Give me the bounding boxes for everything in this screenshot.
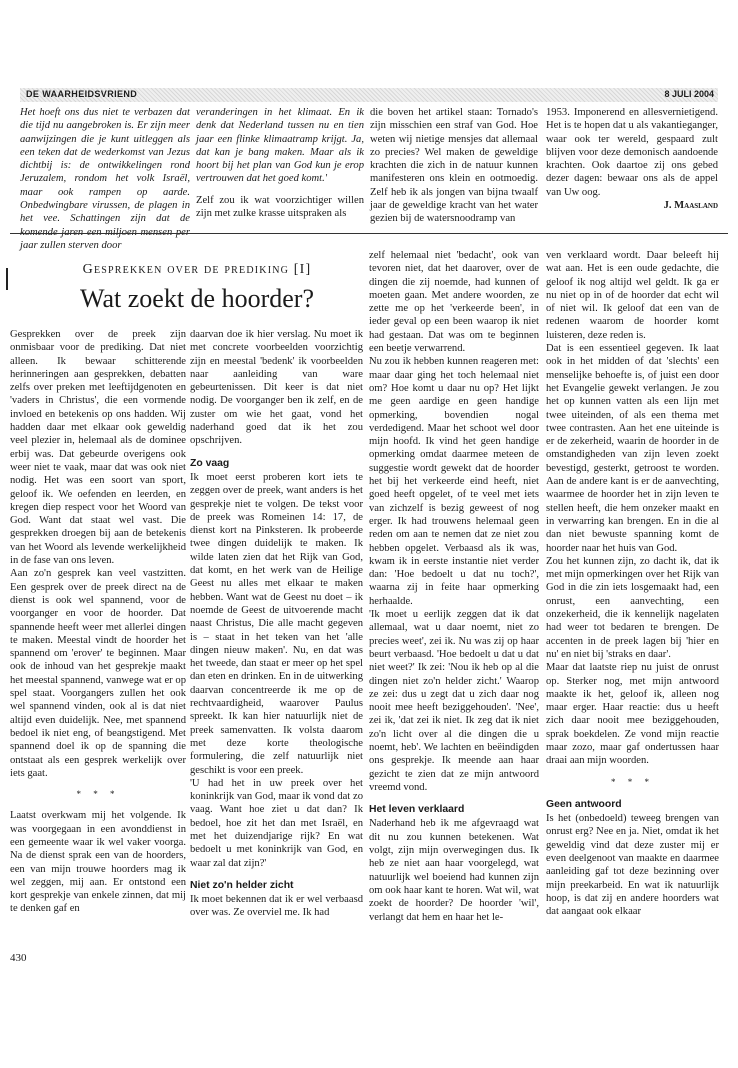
subheading: Geen antwoord <box>546 798 622 810</box>
article-column-3 <box>369 249 539 924</box>
paragraph: Nu zou ik hebben kunnen reageren met: maar daar ging het toch helemaal niet om? Hoe komt u daar nu op? Het lijkt me geen aardige en geen handige opmerking, bovendien nogal verdedigend. Maar het schoot wel door mijn hoofd. Ik vind het geen handige opmerking omdat daarmee meteen de suggestie wordt gewekt dat de hoorder het bij het verkeerde eind heeft, niet goed heeft opgelet, of te veel met iets van zichzelf is bezig geweest of nog erger. Ik had trouwens helemaal geen reden om aan te nemen dat ze niet zou hebben opgelet. Verbaasd als ik was, kwam ik in eerste instantie niet verder dan: 'Hoe bedoelt u dat nu toch?', waarna zij in feite haar opmerking herhaalde. <box>369 356 539 607</box>
paragraph: Gesprekken over de preek zijn onmisbaar voor de prediking. Dat niet alleen. Ik bewaar schitterende herinneringen aan gesprekken, debatten zelfs over preken met leeftijdgenoten en 'vaders in Christus', die een vormende invloed en betekenis op ons hadden. Wij hadden daar met elkaar ook geweldig veel plezier in, helemaal als de dominee erbij was. Dat gebeurde overigens ook weer niet te vaak, maar dat was ook niet nodig. Het was een soort van sport, geloof ik. We oefenden en leerden, en kregen diep respect voor het Woord van God. Want dat staat wel vast. Die gesprekken droegen bij aan de betekenis van het Woord als levende werkelijkheid in de fase van ons leven. <box>10 329 186 567</box>
article-column-4 <box>546 249 719 919</box>
paragraph: Is het (onbedoeld) teweeg brengen van onrust erg? Nee en ja. Niet, omdat ik het geweldig vind dat deze zuster mij er even deelgenoot van maakte en daarmee aanleiding gaf tot deze bezinning over mijn preekarbeid. En wat ik natuurlijk hoop, is dat zij en andere hoorders wat dat aangaat ook elkaar <box>546 813 719 918</box>
paragraph: zelf helemaal niet 'bedacht', ook van tevoren niet, dat het daarover, over de dingen die zij noemde, had kunnen of moeten gaan. Met andere woorden, ze zette me op het 'verkeerde been', in ieder geval op een been waarop ik niet had gestaan. Dat was om te beginnen een beetje verwarrend. <box>369 250 539 355</box>
article-kicker: Gesprekken over de prediking [I] <box>82 262 312 277</box>
paragraph: 1953. Imponerend en allesvernietigend. Het is te hopen dat u als vakantieganger, waar ook ter wereld, gespaard zult blijven voor deze demonisch aandoende krachten. Ook daartoe zij ons gebed dezer dagen: bewaar ons als de appel van Uw oog. <box>546 107 718 198</box>
top-column-1 <box>20 106 190 252</box>
article-title: Wat zoekt de hoorder? <box>80 284 314 313</box>
top-column-3 <box>370 106 538 226</box>
margin-mark <box>6 268 8 290</box>
paragraph: 'Ik moet u eerlijk zeggen dat ik dat allemaal, wat u daar noemt, niet zo precies weet', zei ik. Nu was zij op haar beurt verbaasd. 'Hoe bedoelt u dat u dat niet weet?' Ik zei: 'Nou ik heb op al die dingen niet zo'n helder zicht.' Waarop ze zei: dus u zegt dat u zich daar nog nooit mee heeft beziggehouden'. 'Nee', zei ik, 'dat zei ik niet. Ik zeg dat ik niet zo'n licht over al die dingen die u noemt, heb'. We lachten en beëindigden ons gesprekje. Ik meende aan haar gezicht te zien dat ze mijn antwoord vreemd vond. <box>369 609 539 793</box>
paragraph: daarvan doe ik hier verslag. Nu moet ik met concrete voorbeelden voorzichtig zijn en meestal 'bedenk' ik voorbeelden naar aanleiding van ware gebeurtenissen. Dit keer is dat niet nodig. De voorganger ben ik zelf, en de zuster om wie het gaat, vond het naderhand goed dat ik het zou opschrijven. <box>190 329 363 447</box>
issue-date: 8 JULI 2004 <box>664 89 714 99</box>
running-header <box>20 88 718 102</box>
author-signature: J. Maasland <box>663 200 718 212</box>
paragraph: Zelf zou ik wat voorzichtiger willen zijn met zulke krasse uitspraken als <box>196 194 364 220</box>
top-column-4 <box>546 106 718 212</box>
paragraph: Ik moet bekennen dat ik er wel verbaasd over was. Ze overviel me. Ik had <box>190 894 363 919</box>
section-separator: * * * <box>76 789 120 800</box>
paragraph: Aan zo'n gesprek kan veel vastzitten. Een gesprek over de preek direct na de dienst is ook wel spannend, voor de voorganger en voor de hoorder. Dat spannende heeft weer met allerlei dingen te maken. Meestal vindt de hoorder het spannend om 'erover' te beginnen. Maar ook de inhoud van het gesprekje maakt het meestal spannend, vanwege wat er op spel staat. Voorgangers zullen het ook wel spannend vinden, ook al is dat niet altijd even duidelijk. Nee, met spannend bedoel ik niet eng, of beangstigend. Met spannend doel ik op de spanning die ontstaat als een gesprek werkelijk over iets gaat. <box>10 568 186 779</box>
article-column-2 <box>190 328 363 920</box>
paragraph: die boven het artikel staan: Tornado's zijn misschien een straf van God. Hoe weten wij nietige mensjes dat allemaal zo precies? Wel maken de geweldige krachten die zich in de natuur kunnen manifesteren ons klein en ootmoedig. Zelf heb ik als jongen van bijna twaalf jaar de geweldige kracht van het water gezien bij de watersnoodramp van <box>370 107 538 225</box>
paragraph: Dat is een essentieel gegeven. Ik laat ook in het midden of dat 'slechts' een menselijke behoefte is, of juist een door het Evangelie gewekt verlangen. Je zou het op kunnen vatten als een lijn met twee uiteinden, of als een thema met twee contrasten. Aan het ene uiteinde is er de zekerheid, waarin de hoorder in de omstandigheden van zijn leven zoekt bevestigd, gesterkt, getroost te worden. Aan de andere kant is er de aanvechting, waarmee de hoorder het in zijn leven te stellen heeft, die hem onzeker maakt en in verwarring kan brengen. En in die al dan niet bewuste spanning komt de hoorder naar het huis van God. <box>546 343 719 554</box>
paragraph: Het hoeft ons dus niet te verbazen dat die tijd nu aangebroken is. Er zijn meer aanwijzingen die je kunt uitleggen als een teken dat de wederkomst van Jezus dichtbij is: de ontwikkelingen rond Jeruzalem, rondom het volk Israël, maar ook rampen op aarde. Onbedwingbare virussen, de plagen in het vee. Schattingen zijn dat de komende jaren een miljoen mensen per jaar zullen sterven door <box>20 107 190 251</box>
paragraph: Maar dat laatste riep nu juist de onrust op. Sterker nog, met mijn antwoord maakte ik het, geloof ik, alleen nog maar erger. Haar reactie: dus u heeft zich daar nooit mee beziggehouden, sprak boekdelen. Ze vond mijn reactie maar zozo, maar gaf ondertussen haar draai aan mijn woorden. <box>546 662 719 767</box>
page-number: 430 <box>10 952 27 964</box>
article-column-1 <box>10 328 186 916</box>
subheading: Niet zo'n helder zicht <box>190 879 294 891</box>
subheading: Het leven verklaard <box>369 804 465 816</box>
paragraph: Zou het kunnen zijn, zo dacht ik, dat ik met mijn opmerkingen over het Rijk van God in die zin iets losgemaakt had, een onrust, een aanvechting, een onzekerheid, die ik kennelijk nagelaten had weer tot bedaren te brengen. De accenten in de preek lagen bij 'hier en nu' en niet bij 'straks en daar'. <box>546 555 719 660</box>
section-separator: * * * <box>611 776 654 787</box>
paragraph: Ik moet eerst proberen kort iets te zeggen over de preek, want anders is het gesprekje niet te volgen. De tekst voor de preek was Romeinen 14: 17, de dienst kort na Pinksteren. Ik probeerde twee dingen duidelijk te maken. Ik wilde laten zien dat het Rijk van God, dat komt, en het werk van de Heilige Geest nu alles met elkaar te maken hebben. Want wat de Geest nu doet – ik noemde de Geest de uitvoerende macht naast Christus, Die alle macht gegeven is – staat in het teken van het 'alle dingen nieuw maken'. Nu, en dat was het tweede, dan staat er meer op het spel dan eten en drinken. En in de uitwerking daarvan concentreerde ik me op de rechtvaardigheid, waarover Paulus spreekt. Ik kan hier natuurlijk niet de preek samenvatten. Ik volsta daarom met deze korte theologische formulering, die zelf natuurlijk niet geschikt is voor een preek. <box>190 471 363 776</box>
paragraph: ven verklaard wordt. Daar beleeft hij wat aan. Het is een oude gedachte, die geloof ik nog altijd wel geldt. Ik ga er nu niet op in of de hoorder dat echt wil of niet wil. Ik geloof dat een van de redenen waarom de hoorder komt luisteren, deze reden is. <box>546 250 719 341</box>
paragraph: Laatst overkwam mij het volgende. Ik was voorgegaan in een avonddienst in een gemeente waar ik wel vaker voorga. Na de dienst sprak een van de hoorders, een van mijn trouwe hoorders mag ik wel zeggen, mij aan. Er ontstond een kort gesprekje van enkele zinnen, dat mij te denken gaf en <box>10 810 186 915</box>
top-column-2 <box>196 106 364 220</box>
paragraph: Naderhand heb ik me afgevraagd wat dit nu zou kunnen betekenen. Wat volgt, zijn mijn overwegingen dus. Ik heb ze niet aan haar voorgelegd, wat natuurlijk wel boeiend had kunnen zijn om ook haar kant te horen. Wat wil, wat zoekt de hoorder? De hoorder 'wil', verlangt dat hem en haar het le- <box>369 818 539 923</box>
section-divider <box>10 233 728 234</box>
paragraph: veranderingen in het klimaat. En ik denk dat Nederland tussen nu en tien jaar een flinke klimaatramp krijgt. Ja, dat kan je bang maken. Maar als ik hoort bij het plan van God kun je erop vertrouwen dat het goed komt.' <box>196 107 364 185</box>
paragraph: 'U had het in uw preek over het koninkrijk van God, maar ik vond dat zo vaag. Want hoe ziet u dat dan? Ik bedoel, hoe zit het dan met Israël, en met het duizendjarige rijk? En wat bedoelt u met koninkrijk van God, en waar zal dat zijn?' <box>190 777 363 869</box>
publication-name: DE WAARHEIDSVRIEND <box>26 89 138 99</box>
subheading: Zo vaag <box>190 457 230 469</box>
